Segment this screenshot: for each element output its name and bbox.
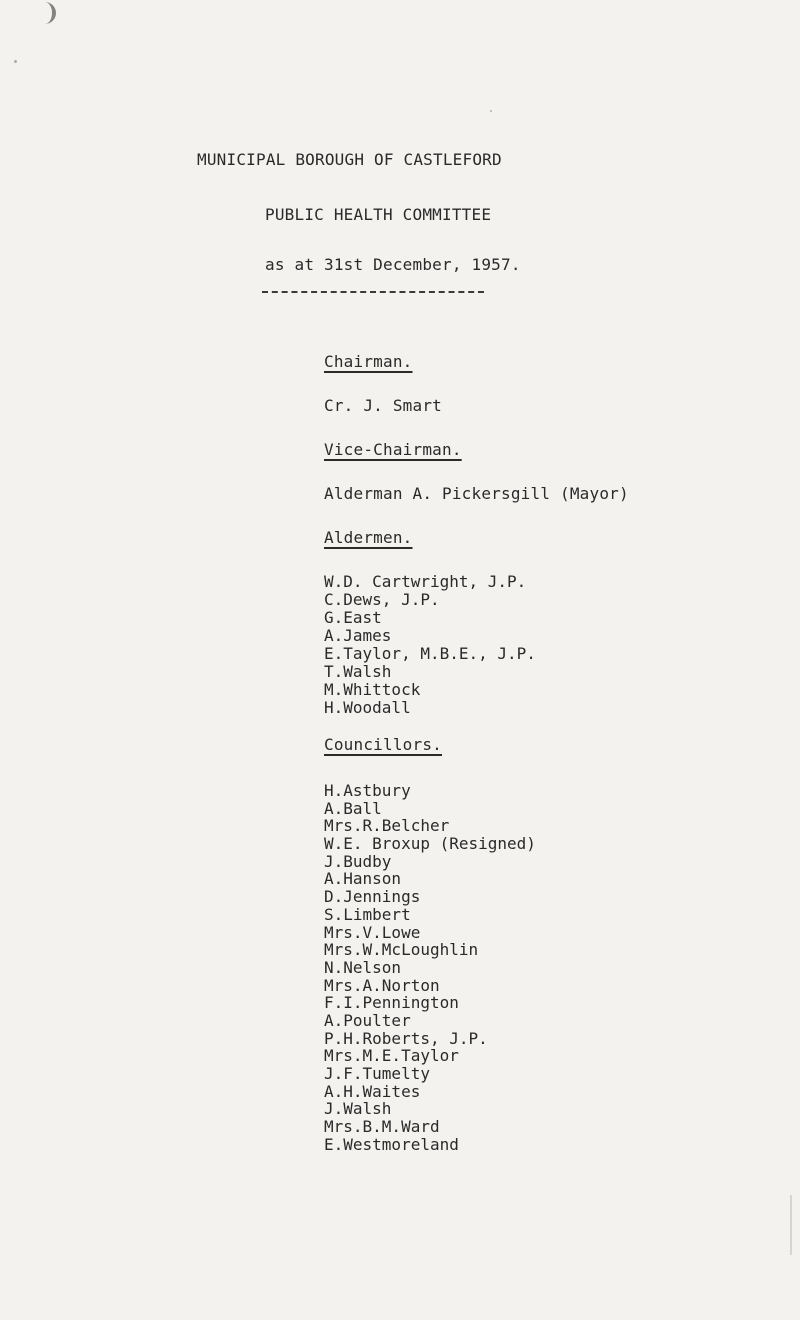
list-item: M.Whittock bbox=[324, 680, 421, 699]
list-item: C.Dews, J.P. bbox=[324, 590, 440, 609]
aldermen-heading: Aldermen. bbox=[324, 528, 413, 547]
list-item: G.East bbox=[324, 608, 382, 627]
list-item: E.Westmoreland bbox=[324, 1134, 459, 1154]
list-item: A.Hanson bbox=[324, 869, 402, 889]
list-item: E.Taylor, M.B.E., J.P. bbox=[324, 644, 536, 663]
list-item: A.Poulter bbox=[324, 1010, 411, 1030]
scan-speck bbox=[14, 60, 17, 63]
list-item: T.Walsh bbox=[324, 662, 392, 681]
scan-speck bbox=[490, 110, 492, 112]
list-item: N.Nelson bbox=[324, 957, 402, 977]
dashed-separator bbox=[262, 291, 484, 293]
chairman-heading: Chairman. bbox=[324, 352, 413, 371]
scan-edge-shadow bbox=[790, 1195, 792, 1255]
list-item: H.Woodall bbox=[324, 698, 411, 717]
list-item: P.H.Roberts, J.P. bbox=[324, 1028, 488, 1048]
document-title: MUNICIPAL BOROUGH OF CASTLEFORD bbox=[197, 150, 502, 169]
list-item: H.Astbury bbox=[324, 781, 411, 800]
councillors-heading: Councillors. bbox=[324, 735, 442, 754]
page-edge-mark bbox=[38, 2, 56, 24]
list-item: J.Walsh bbox=[324, 1099, 392, 1119]
vice-chairman-name: Alderman A. Pickersgill (Mayor) bbox=[324, 484, 629, 503]
committee-name: PUBLIC HEALTH COMMITTEE bbox=[265, 205, 492, 224]
list-item: Mrs.W.McLoughlin bbox=[324, 940, 479, 960]
list-item: Mrs.V.Lowe bbox=[324, 922, 421, 942]
aldermen-list bbox=[324, 573, 536, 717]
list-item: J.Budby bbox=[324, 851, 392, 871]
list-item: A.H.Waites bbox=[324, 1081, 421, 1101]
list-item: A.James bbox=[324, 626, 392, 645]
list-item: D.Jennings bbox=[324, 887, 421, 907]
list-item: Mrs.M.E.Taylor bbox=[324, 1046, 459, 1066]
date-line: as at 31st December, 1957. bbox=[265, 255, 521, 274]
list-item: A.Ball bbox=[324, 798, 382, 818]
list-item: J.F.Tumelty bbox=[324, 1064, 430, 1083]
list-item: F.I.Pennington bbox=[324, 993, 459, 1013]
list-item: W.E. Broxup (Resigned) bbox=[324, 834, 536, 854]
vice-chairman-heading: Vice-Chairman. bbox=[324, 440, 462, 459]
list-item: Mrs.A.Norton bbox=[324, 975, 440, 995]
councillors-list bbox=[324, 782, 536, 1153]
list-item: S.Limbert bbox=[324, 904, 411, 924]
list-item: Mrs.R.Belcher bbox=[324, 816, 450, 836]
list-item: Mrs.B.M.Ward bbox=[324, 1117, 440, 1137]
chairman-name: Cr. J. Smart bbox=[324, 396, 442, 415]
list-item: W.D. Cartwright, J.P. bbox=[324, 572, 527, 591]
